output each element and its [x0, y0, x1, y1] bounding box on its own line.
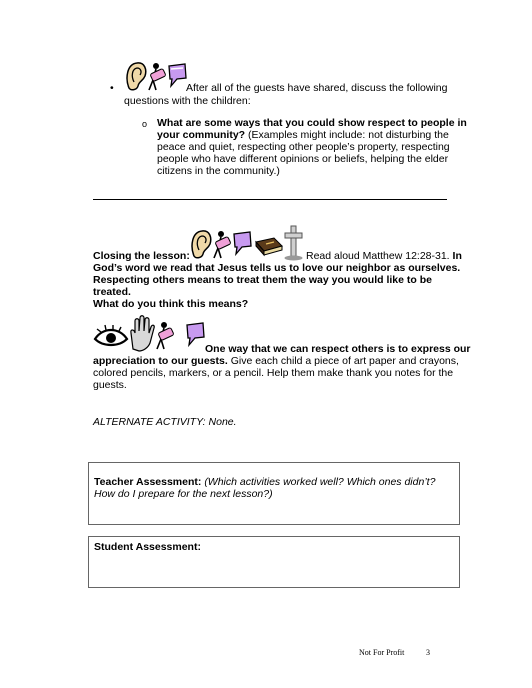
bible-icon: [256, 238, 282, 255]
speech-bubble-icon: [187, 323, 204, 345]
bullet-marker: •: [110, 82, 114, 94]
alternate-activity: ALTERNATE ACTIVITY: None.: [93, 416, 237, 428]
closing-line4: treated.: [93, 286, 131, 298]
appreciation-text2: Give each child a piece of art paper and crayons,: [230, 355, 459, 367]
appreciation-bold2: appreciation to our guests.: [93, 355, 228, 367]
teacher-assessment-q2: How do I prepare for the next lesson?): [94, 488, 273, 500]
speech-bubble-icon: [169, 64, 186, 86]
appreciation-line1: One way that we can respect others is to express our: [205, 343, 471, 355]
examples-line3: people who have different opinions or beliefs, helping the elder: [157, 153, 449, 165]
examples-start: (Examples might include: not disturbing the: [248, 129, 449, 141]
cross-icon: [285, 226, 303, 261]
footer-text: Not For Profit: [359, 648, 405, 657]
scripture-reference: Read aloud Matthew 12:28-31.: [306, 250, 450, 262]
closing-line2: God’s word we read that Jesus tells us to love our neighbor as ourselves.: [93, 262, 461, 274]
stick-person-icon: [149, 63, 166, 90]
speech-bubble-icon: [234, 232, 251, 254]
closing-label: Closing the lesson:: [93, 250, 190, 262]
appreciation-line3: colored pencils, markers, or a pencil. Help them make thank you notes for the: [93, 367, 454, 379]
sub-bullet-marker: o: [142, 119, 148, 129]
divider-line: [93, 199, 447, 200]
stick-person-icon: [214, 231, 231, 258]
closing-line3: Respecting others means to treat them the way you would like to be: [93, 274, 432, 286]
ear-icon: [127, 63, 146, 90]
question-line1: What are some ways that you could show respect to people in: [157, 117, 467, 129]
teacher-assessment-q1: (Which activities worked well? Which ones didn’t?: [204, 476, 436, 488]
teacher-assessment-box[interactable]: [88, 462, 460, 525]
icon-group-listen-talk: [125, 60, 187, 92]
examples-line2: peace and quiet, respecting other people’s property, respecting: [157, 141, 450, 153]
ear-icon: [192, 231, 211, 258]
closing-question: What do you think this means?: [93, 298, 249, 310]
student-assessment-box[interactable]: [88, 536, 460, 588]
teacher-assessment-label: Teacher Assessment:: [94, 476, 202, 488]
bullet1-line1: After all of the guests have shared, discuss the following: [186, 82, 448, 94]
question-tail: your community?: [157, 129, 246, 141]
stick-person-icon: [157, 322, 174, 349]
examples-line4: citizens in the community.): [157, 165, 280, 177]
hand-icon: [131, 316, 154, 351]
page-number: 3: [426, 648, 430, 657]
appreciation-line4: guests.: [93, 379, 127, 391]
closing-in: In: [452, 250, 462, 262]
student-assessment-label: Student Assessment:: [94, 541, 201, 553]
eye-icon: [95, 325, 127, 345]
icon-group-appreciation: [93, 315, 205, 353]
bullet1-line2: questions with the children:: [124, 95, 251, 107]
icon-group-closing: [190, 224, 308, 262]
